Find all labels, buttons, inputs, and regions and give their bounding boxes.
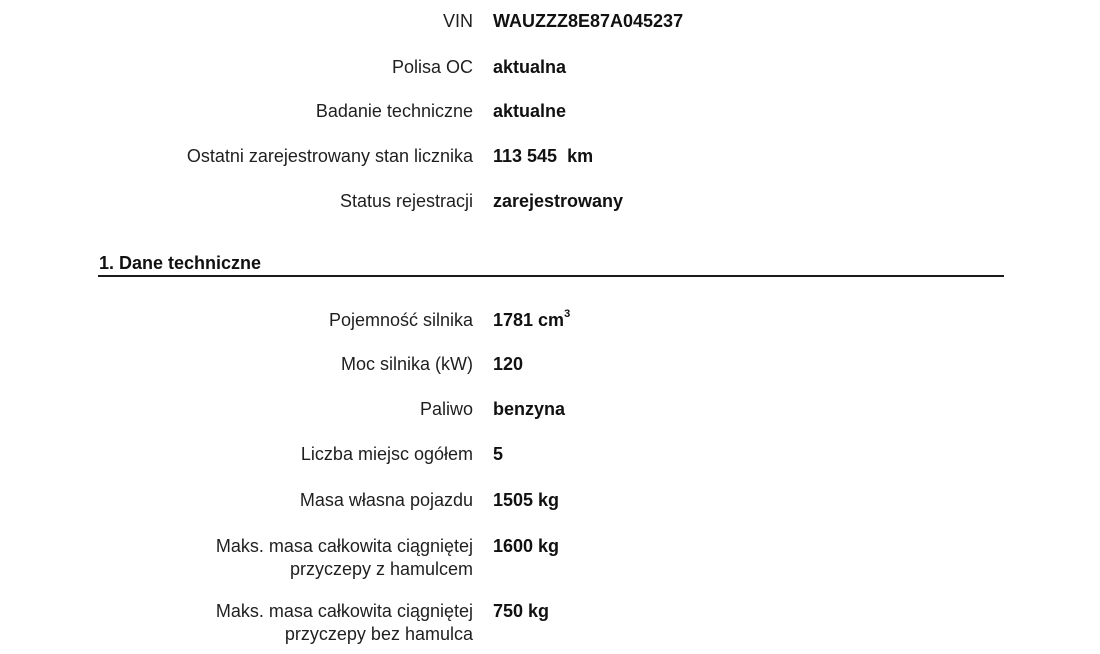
- odometer-label: Ostatni zarejestrowany stan licznika: [186, 146, 473, 166]
- engine-capacity-label: Pojemność silnika: [328, 310, 473, 330]
- seats-value: 5: [493, 444, 504, 464]
- seats-label: Liczba miejsc ogółem: [300, 444, 473, 464]
- trailer-braked-label: [216, 535, 473, 581]
- inspection-value: aktualne: [493, 101, 567, 121]
- trailer-unbraked-label-line2: przyczepy bez hamulca: [284, 624, 473, 644]
- trailer-braked-label-line2: przyczepy z hamulcem: [289, 559, 473, 579]
- odometer-value: 113 545 km: [493, 146, 594, 166]
- trailer-braked-label-line1: Maks. masa całkowita ciągniętej: [215, 536, 473, 556]
- unit-superscript: 3: [564, 308, 571, 320]
- curb-weight-label: Masa własna pojazdu: [299, 490, 473, 510]
- vin-label: VIN: [442, 11, 473, 31]
- trailer-unbraked-value: 750 kg: [493, 601, 550, 621]
- fuel-label: Paliwo: [419, 399, 473, 419]
- trailer-braked-value: 1600 kg: [493, 536, 560, 556]
- section-divider: [98, 275, 1004, 277]
- engine-power-value: 120: [493, 354, 524, 374]
- section-title: 1. Dane techniczne: [99, 253, 262, 273]
- fuel-value: benzyna: [493, 399, 566, 419]
- engine-power-label: Moc silnika (kW): [340, 354, 473, 374]
- insurance-label: Polisa OC: [391, 57, 473, 77]
- registration-status-value: zarejestrowany: [493, 191, 624, 211]
- trailer-unbraked-label: [216, 600, 473, 646]
- curb-weight-value: 1505 kg: [493, 490, 560, 510]
- insurance-value: aktualna: [493, 57, 567, 77]
- vin-value: WAUZZZ8E87A045237: [493, 11, 684, 31]
- trailer-unbraked-label-line1: Maks. masa całkowita ciągniętej: [215, 601, 473, 621]
- inspection-label: Badanie techniczne: [315, 101, 473, 121]
- engine-capacity-value: 1781 $cm^3$: [493, 308, 571, 330]
- registration-status-label: Status rejestracji: [339, 191, 473, 211]
